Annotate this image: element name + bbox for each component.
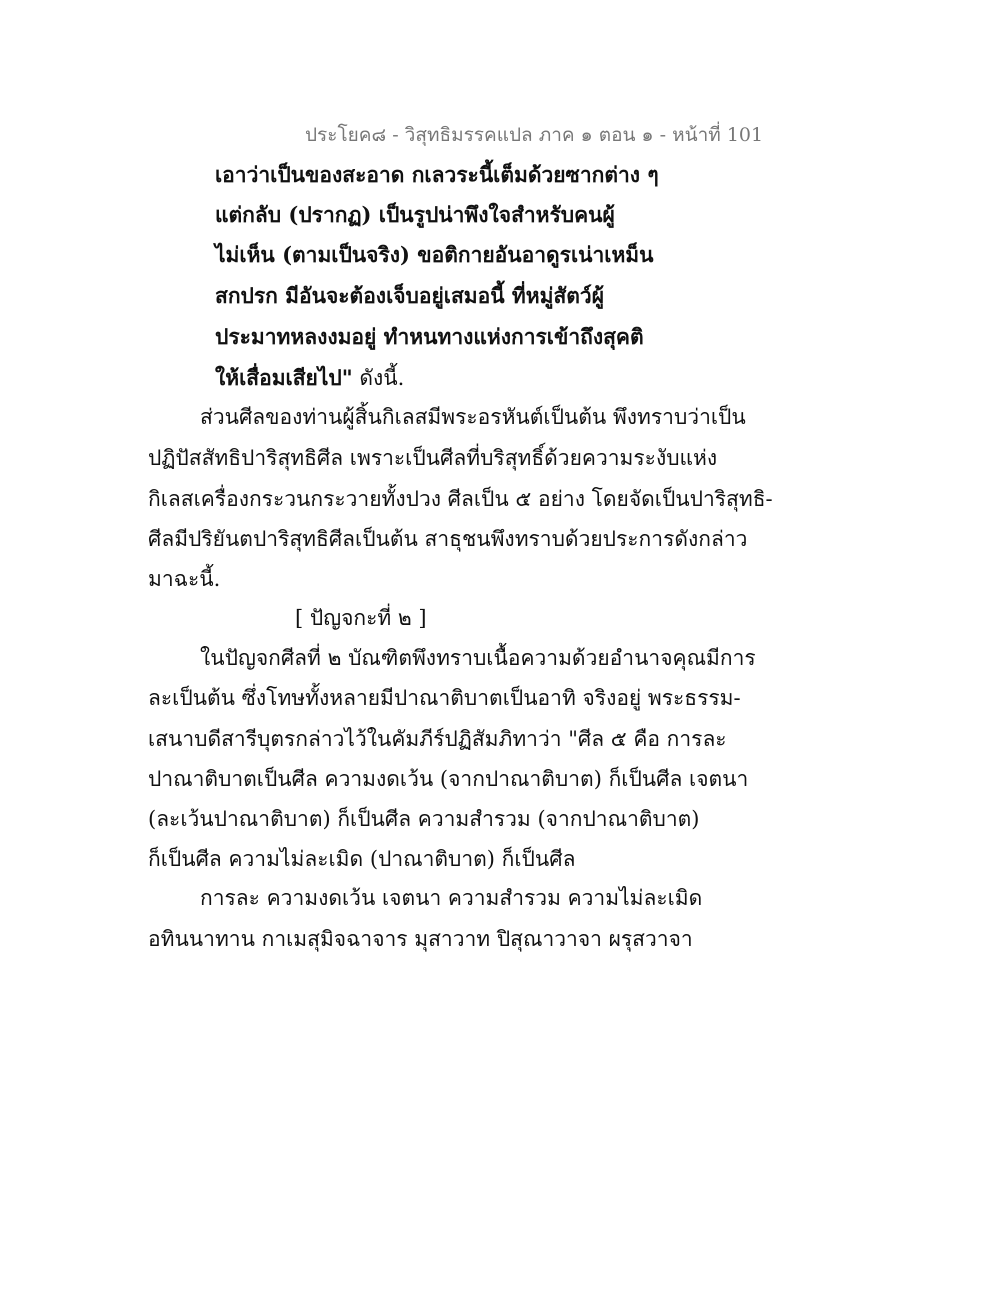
paragraph-line: ศีลมีปริยันตปาริสุทธิศีลเป็นต้น สาธุชนพึงทราบด้วยประการดังกล่าว: [148, 527, 748, 551]
verse-line: สกปรก มีอันจะต้องเจ็บอยู่เสมอนี้ ที่หมู่สัตว์ผู้: [215, 283, 604, 308]
verse-line: เอาว่าเป็นของสะอาด กเลวระนี้เต็มด้วยซากต่าง ๆ: [215, 162, 659, 187]
verse-line: ไม่เห็น (ตามเป็นจริง) ขอติกายอันอาดูรเน่าเหม็น: [215, 242, 654, 267]
paragraph-line: ในปัญจกศีลที่ ๒ บัณฑิตพึงทราบเนื้อความด้วยอำนาจคุณมีการ: [200, 646, 756, 670]
verse-line: ประมาทหลงงมอยู่ ทำหนทางแห่งการเข้าถึงสุคติ: [215, 324, 644, 349]
paragraph-line: การละ ความงดเว้น เจตนา ความสำรวม ความไม่ละเมิด: [200, 886, 703, 910]
paragraph-line: อทินนาทาน กาเมสุมิจฉาจาร มุสาวาท ปิสุณาวาจา ผรุสวาจา: [148, 927, 693, 951]
paragraph-line: เสนาบดีสารีบุตรกล่าวไว้ในคัมภีร์ปฏิสัมภิทาว่า "ศีล ๕ คือ การละ: [148, 727, 727, 751]
paragraph-line: กิเลสเครื่องกระวนกระวายทั้งปวง ศีลเป็น ๕ อย่าง โดยจัดเป็นปาริสุทธิ-: [148, 487, 773, 511]
paragraph-line: มาฉะนี้.: [148, 567, 221, 591]
verse-text: ให้เสื่อมเสียไป": [215, 365, 353, 390]
paragraph-line: (ละเว้นปาณาติบาต) ก็เป็นศีล ความสำรวม (จากปาณาติบาต): [148, 807, 700, 831]
paragraph-line: ปาณาติบาตเป็นศีล ความงดเว้น (จากปาณาติบาต) ก็เป็นศีล เจตนา: [148, 767, 749, 791]
section-heading: [ ปัญจกะที่ ๒ ]: [295, 606, 427, 630]
verse-line: แต่กลับ (ปรากฏ) เป็นรูปน่าพึงใจสำหรับคนผู้: [215, 202, 615, 227]
verse-tail: ดังนี้.: [352, 366, 405, 390]
paragraph-line: ปฏิปัสสัทธิปาริสุทธิศีล เพราะเป็นศีลที่บริสุทธิ์ด้วยความระงับแห่ง: [148, 446, 718, 470]
paragraph-line: ก็เป็นศีล ความไม่ละเมิด (ปาณาติบาต) ก็เป็นศีล: [148, 847, 576, 871]
paragraph-line: ส่วนศีลของท่านผู้สิ้นกิเลสมีพระอรหันต์เป็นต้น พึงทราบว่าเป็น: [200, 405, 746, 429]
page-header: ประโยค๘ - วิสุทธิมรรคแปล ภาค ๑ ตอน ๑ - หน้าที่ 101: [305, 124, 764, 146]
paragraph-line: ละเป็นต้น ซึ่งโทษทั้งหลายมีปาณาติบาตเป็นอาทิ จริงอยู่ พระธรรม-: [148, 686, 741, 710]
verse-line-last: [215, 363, 404, 393]
